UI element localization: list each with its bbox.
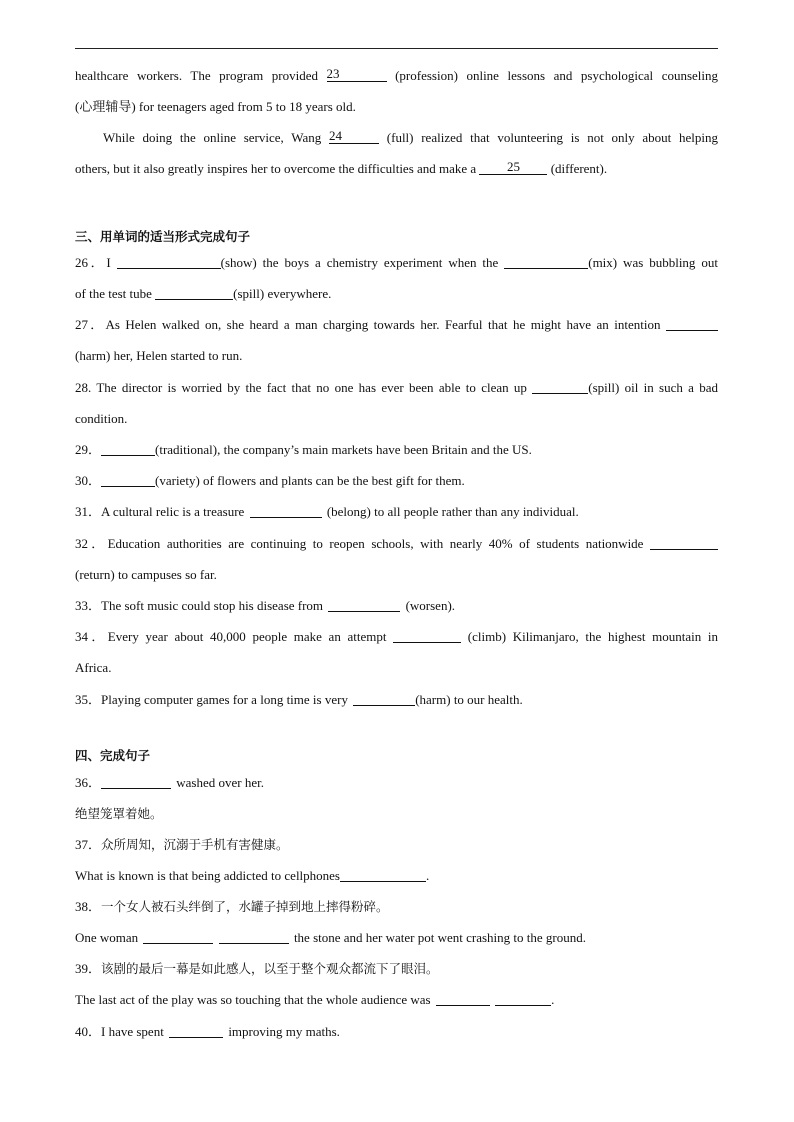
question-number: 26．I [75, 255, 111, 270]
header-rule [75, 48, 718, 49]
question-number: 37． [75, 837, 102, 852]
question-text: (belong) to all people rather than any individual. [326, 504, 579, 519]
answer-blank[interactable] [650, 536, 718, 550]
question-text: 33．The soft music could stop his disease from [75, 598, 324, 613]
question-text: 34．Every year about 40,000 people make an attempt [75, 629, 387, 644]
answer-blank[interactable] [532, 380, 588, 394]
question-text: (return) to campuses so far. [75, 567, 217, 582]
question-text: . [426, 868, 430, 883]
question-29 [75, 442, 718, 458]
question-text: (variety) of flowers and plants can be the best gift for them. [155, 473, 465, 488]
question-text: (harm) to our health. [415, 692, 523, 707]
section-4-heading: 四、完成句子 [75, 748, 151, 763]
question-text: 27．As Helen walked on, she heard a man charging towards her. Fearful that he might have an intention [75, 317, 661, 332]
question-text: the stone and her water pot went crashing to the ground. [293, 930, 586, 945]
question-text: Africa. [75, 660, 112, 675]
question-number: 30． [75, 473, 102, 488]
question-chinese: 一个女人被石头绊倒了，水罐子掉到地上摔得粉碎。 [101, 899, 389, 914]
question-number: 36． [75, 775, 102, 790]
passage-line-4 [75, 161, 718, 177]
passage-text: healthcare workers. The program provided [75, 68, 318, 83]
question-text: (climb) Kilimanjaro, the highest mountain in [467, 629, 719, 644]
answer-blank[interactable] [101, 442, 155, 456]
question-text: 32．Education authorities are continuing to reopen schools, with nearly 40% of students nationwide [75, 536, 644, 551]
answer-blank[interactable] [353, 692, 415, 706]
question-text: (spill) oil in such a bad [588, 380, 718, 395]
answer-blank[interactable] [495, 992, 551, 1006]
answer-blank[interactable] [666, 317, 718, 331]
blank-number: 24 [329, 128, 343, 143]
question-32 [75, 536, 718, 552]
passage-line-3 [103, 130, 718, 146]
question-text: One woman [75, 930, 139, 945]
answer-blank[interactable] [155, 286, 233, 300]
question-text: (worsen). [405, 598, 456, 613]
question-text: (traditional), the company’s main markets have been Britain and the US. [155, 442, 532, 457]
question-number: 39． [75, 961, 102, 976]
question-text: What is known is that being addicted to cellphones [75, 868, 340, 883]
passage-line-1 [75, 68, 718, 84]
question-39-english [75, 992, 718, 1008]
question-36 [75, 775, 718, 791]
passage-text: (different). [550, 161, 608, 176]
question-40 [75, 1024, 718, 1040]
blank-23[interactable] [327, 68, 387, 82]
answer-blank[interactable] [504, 255, 588, 269]
answer-blank[interactable] [169, 1024, 223, 1038]
passage-text: While doing the online service, Wang [103, 130, 322, 145]
passage-text: (profession) online lessons and psychological counseling [395, 68, 719, 83]
question-text: 28. The director is worried by the fact that no one has ever been able to clean up [75, 380, 527, 395]
question-31 [75, 504, 718, 520]
question-number: 38． [75, 899, 102, 914]
answer-blank[interactable] [393, 629, 461, 643]
question-37 [75, 837, 718, 853]
question-text: condition. [75, 411, 128, 426]
question-27 [75, 317, 718, 333]
blank-25[interactable] [479, 161, 547, 175]
question-38-english [75, 930, 718, 946]
question-37-english [75, 868, 718, 884]
question-text: (show) the boys a chemistry experiment when the [220, 255, 499, 270]
question-26 [75, 255, 718, 271]
question-text: 31．A cultural relic is a treasure [75, 504, 245, 519]
question-28 [75, 380, 718, 396]
blank-number: 25 [506, 159, 520, 174]
answer-blank[interactable] [117, 255, 221, 269]
answer-blank[interactable] [328, 598, 400, 612]
section-3-heading: 三、用单词的适当形式完成句子 [75, 229, 251, 244]
question-chinese: 该剧的最后一幕是如此感人，以至于整个观众都流下了眼泪。 [101, 961, 439, 976]
answer-blank[interactable] [143, 930, 213, 944]
answer-blank[interactable] [340, 868, 426, 882]
answer-blank[interactable] [436, 992, 490, 1006]
question-28-cont [75, 411, 718, 427]
answer-blank[interactable] [101, 473, 155, 487]
answer-blank[interactable] [101, 775, 171, 789]
question-text: improving my maths. [228, 1024, 340, 1039]
question-text: The last act of the play was so touching that the whole audience was [75, 992, 431, 1007]
question-text: 35．Playing computer games for a long time is very [75, 692, 348, 707]
question-39 [75, 961, 718, 977]
question-34-cont [75, 660, 718, 676]
passage-text: others, but it also greatly inspires her to overcome the difficulties and make a [75, 161, 477, 176]
passage-text: (full) realized that volunteering is not only about helping [386, 130, 719, 145]
passage-line-2 [75, 99, 718, 115]
question-38 [75, 899, 718, 915]
question-27-cont [75, 348, 718, 364]
question-26-cont [75, 286, 718, 302]
question-33 [75, 598, 718, 614]
passage-text: (心理辅导) for teenagers aged from 5 to 18 years old. [75, 99, 356, 114]
question-30 [75, 473, 718, 489]
blank-number: 23 [326, 66, 340, 81]
question-text: . [551, 992, 555, 1007]
question-number: 29． [75, 442, 102, 457]
question-chinese: 众所周知，沉溺于手机有害健康。 [101, 837, 289, 852]
question-35 [75, 692, 718, 708]
question-text: 40．I have spent [75, 1024, 164, 1039]
question-34 [75, 629, 718, 645]
answer-blank[interactable] [250, 504, 322, 518]
blank-24[interactable] [329, 130, 379, 144]
question-text: (spill) everywhere. [233, 286, 332, 301]
question-text: of the test tube [75, 286, 152, 301]
question-36-translation: 绝望笼罩着她。 [75, 806, 163, 821]
question-text: washed over her. [176, 775, 264, 790]
question-text: (harm) her, Helen started to run. [75, 348, 243, 363]
question-32-cont [75, 567, 718, 583]
answer-blank[interactable] [219, 930, 289, 944]
question-text: (mix) was bubbling out [588, 255, 718, 270]
